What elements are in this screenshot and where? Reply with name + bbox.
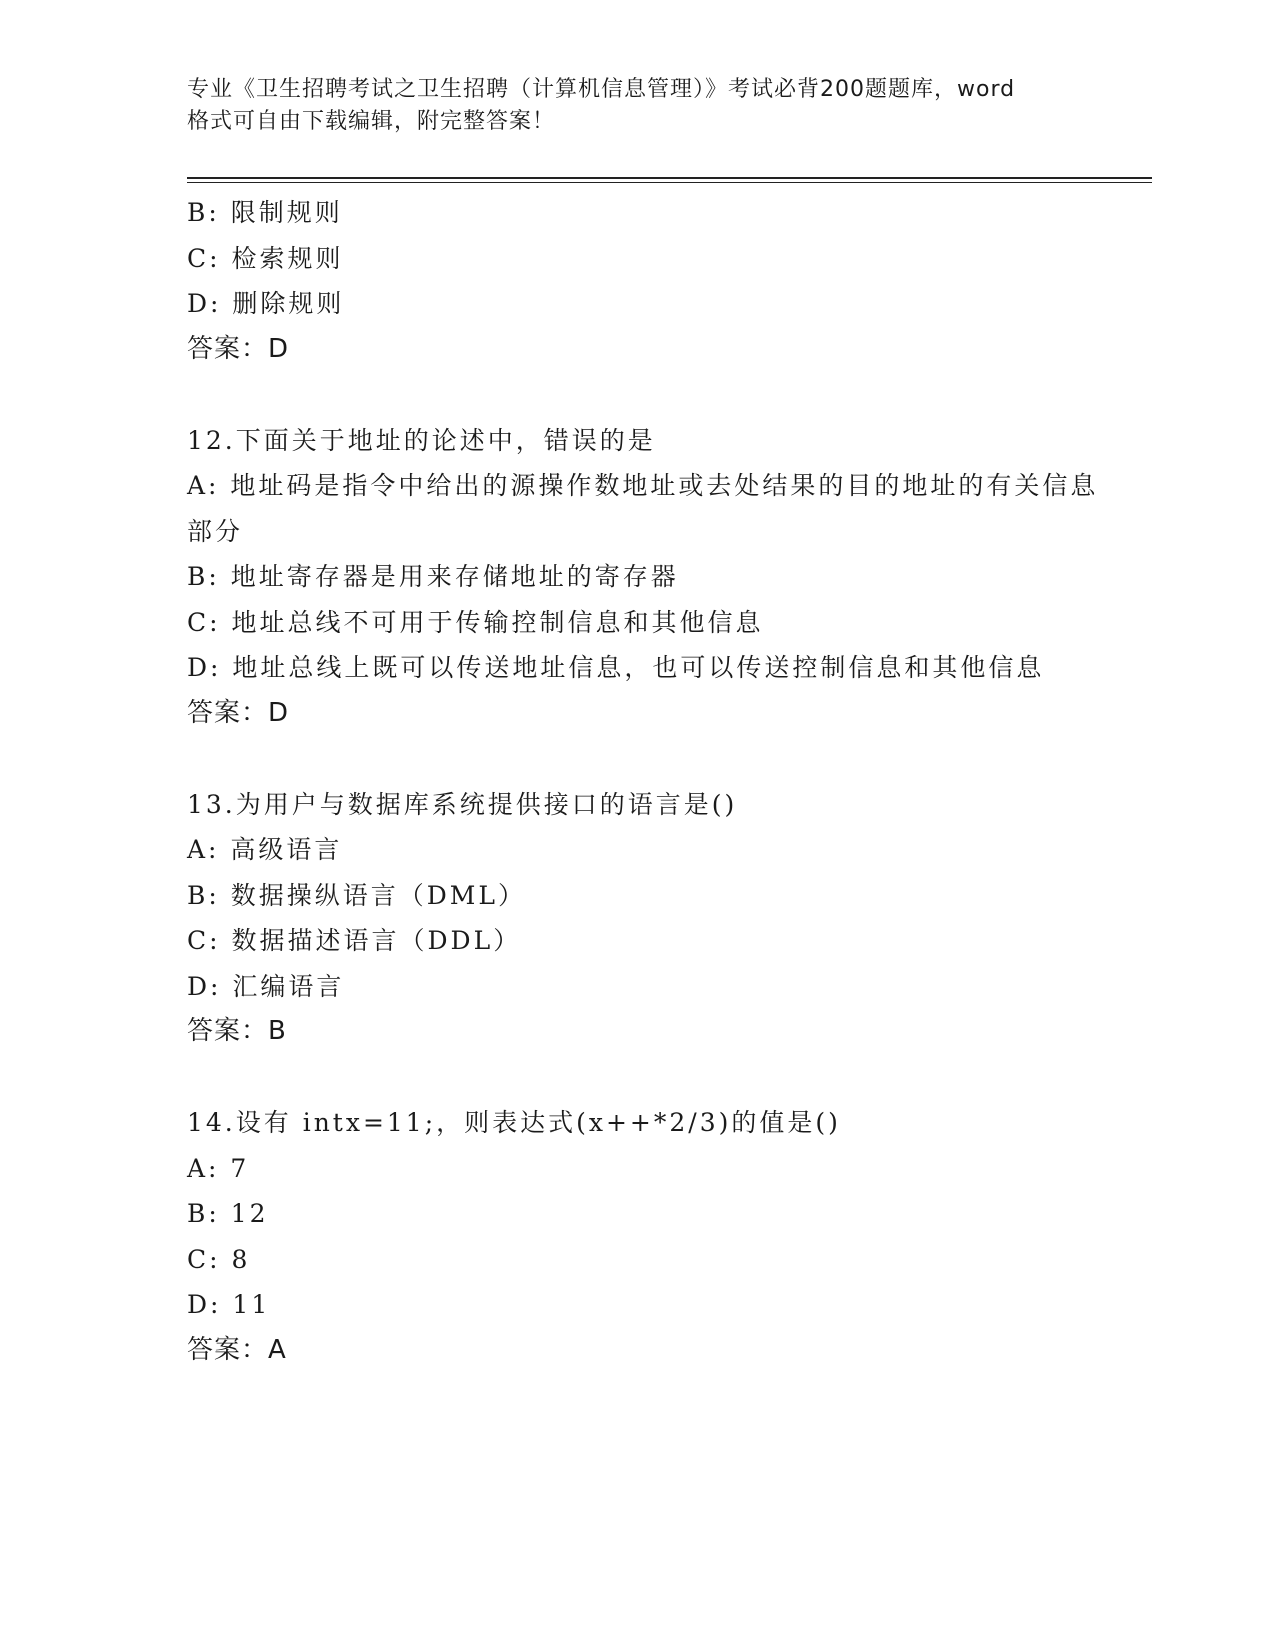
question-stem: 12.下面关于地址的论述中，错误的是 <box>187 425 656 455</box>
question-11-partial <box>187 190 1117 372</box>
question-12 <box>187 418 1117 737</box>
option-c: C: 检索规则 <box>187 243 344 273</box>
question-13 <box>187 782 1117 1055</box>
option-d: D: 汇编语言 <box>187 971 345 1001</box>
header-divider-thin <box>187 182 1152 183</box>
document-header <box>187 74 1087 138</box>
question-stem: 13.为用户与数据库系统提供接口的语言是() <box>187 789 738 819</box>
answer-line: 答案：A <box>187 1334 287 1365</box>
option-b: B: 12 <box>187 1199 269 1228</box>
option-d: D: 11 <box>187 1290 271 1319</box>
question-spacer <box>187 1055 1117 1101</box>
option-d: D: 删除规则 <box>187 289 345 318</box>
option-c: C: 数据描述语言（DDL） <box>187 926 522 955</box>
header-title-line-1: 专业《卫生招聘考试之卫生招聘（计算机信息管理）》考试必背200题题库，word <box>187 77 1016 102</box>
option-c: C: 地址总线不可用于传输控制信息和其他信息 <box>187 607 764 637</box>
option-b: B: 限制规则 <box>187 198 343 227</box>
option-a: A: 高级语言 <box>187 835 343 864</box>
option-b: B: 数据操纵语言（DML） <box>187 880 526 910</box>
answer-line: 答案：B <box>187 1016 287 1046</box>
question-list <box>187 190 1117 1373</box>
question-stem: 14.设有 intx=11;，则表达式(x++*2/3)的值是() <box>187 1108 841 1137</box>
answer-line: 答案：D <box>187 697 290 728</box>
option-a: A: 7 <box>187 1153 250 1183</box>
question-spacer <box>187 372 1117 418</box>
header-divider-thick <box>187 177 1152 179</box>
option-b: B: 地址寄存器是用来存储地址的寄存器 <box>187 562 679 591</box>
header-title-line-2: 格式可自由下载编辑，附完整答案！ <box>187 109 556 134</box>
option-c: C: 8 <box>187 1244 251 1274</box>
question-14 <box>187 1100 1117 1373</box>
question-spacer <box>187 736 1117 782</box>
option-a: A: 地址码是指令中给出的源操作数地址或去处结果的目的地址的有关信息部分 <box>187 471 1099 546</box>
answer-line: 答案：D <box>187 333 290 364</box>
option-d: D: 地址总线上既可以传送地址信息，也可以传送控制信息和其他信息 <box>187 653 1045 682</box>
